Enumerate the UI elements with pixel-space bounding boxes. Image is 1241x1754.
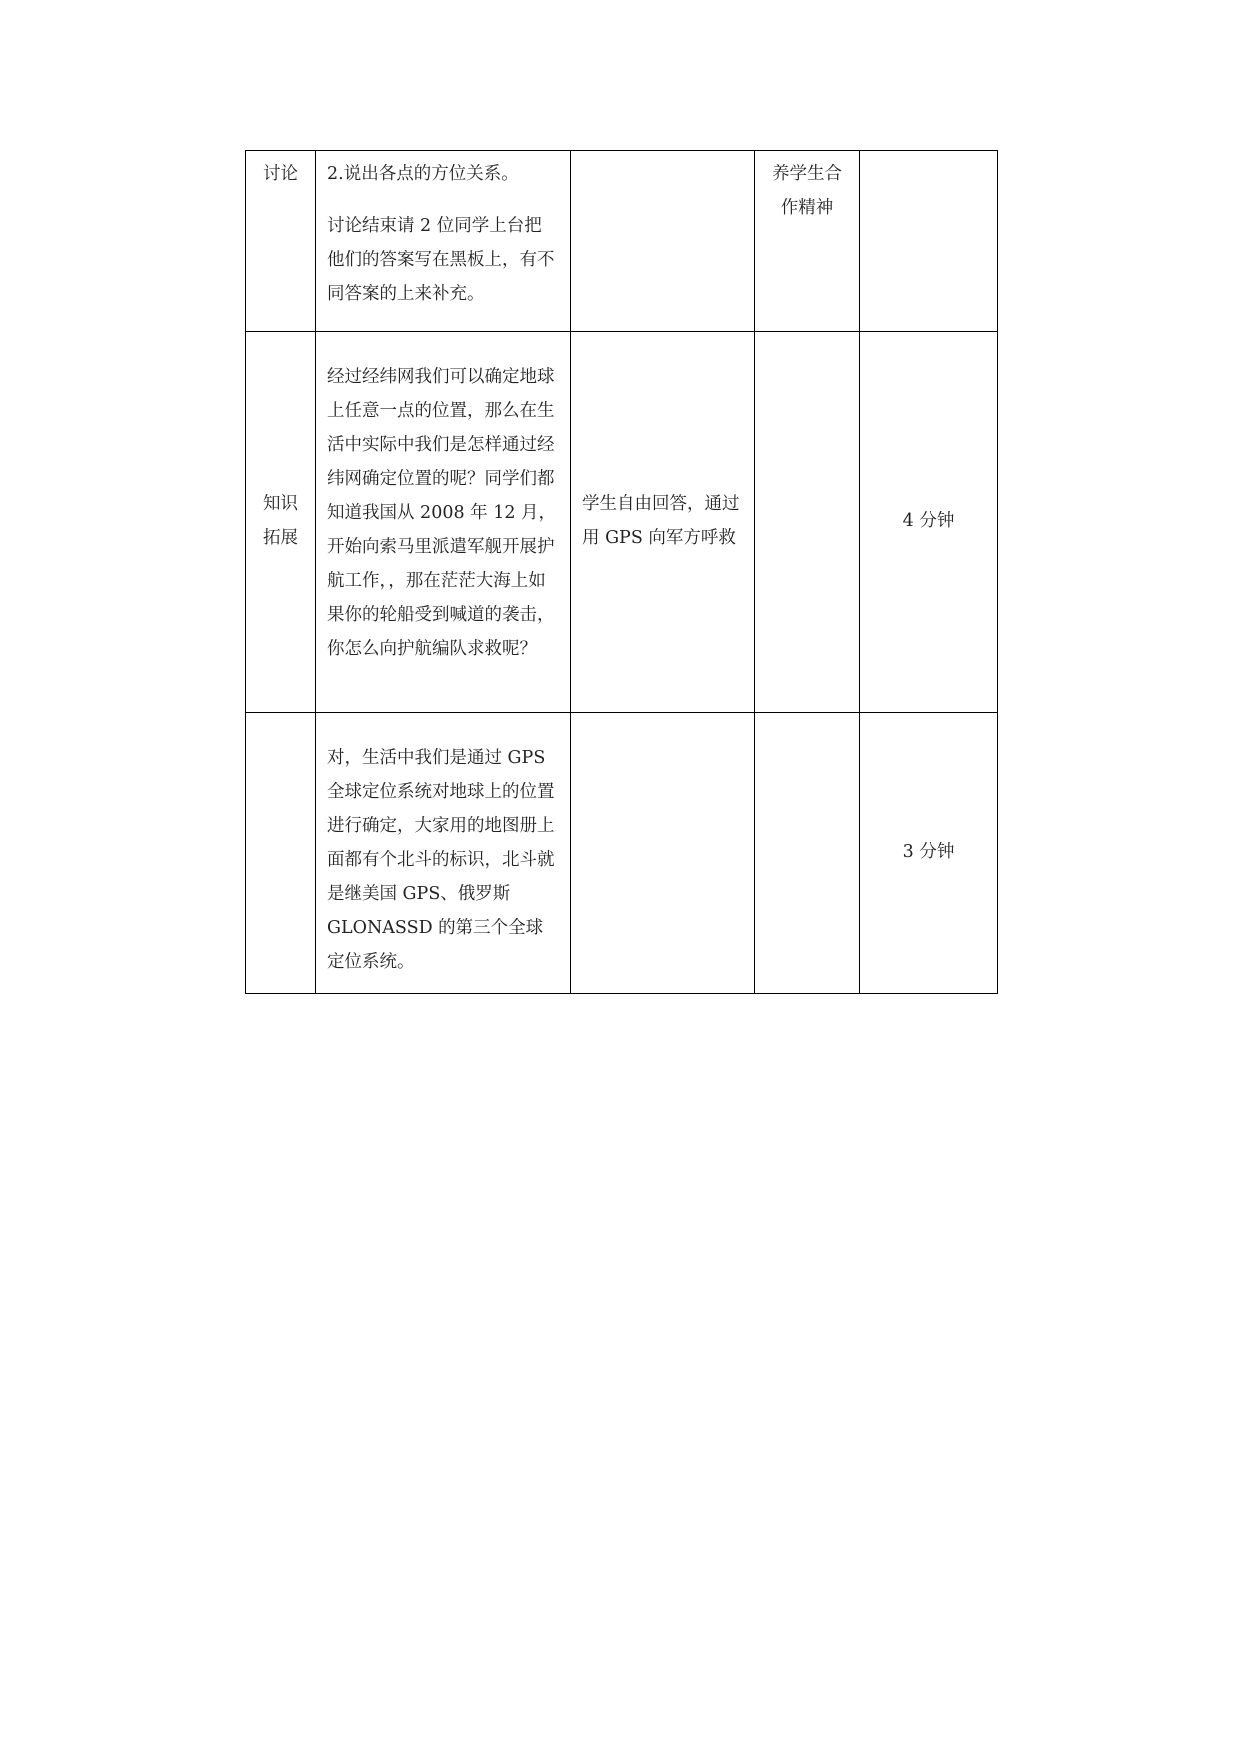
teacher-activity-cell: [316, 713, 571, 994]
time-text: [860, 151, 997, 165]
goal-cell: [755, 332, 860, 713]
student-activity-text: 学生自由回答，通过用 GPS 向军方呼救: [582, 494, 740, 548]
stage-cell: [246, 151, 316, 332]
time-cell: [860, 713, 998, 994]
student-activity-cell: [571, 713, 755, 994]
student-activity-cell: [571, 332, 755, 713]
table-row: [246, 332, 998, 713]
time-text: 3 分钟: [902, 842, 955, 862]
stage-label: 讨论: [263, 164, 298, 184]
goal-cell: [755, 713, 860, 994]
teacher-activity-cell: [316, 332, 571, 713]
goal-text: [755, 332, 859, 346]
teacher-paragraph: 经过经纬网我们可以确定地球上任意一点的位置，那么在生活中实际中我们是怎样通过经纬网确定位置的呢？同学们都知道我国从 2008 年 12 月，开始向索马里派遣军舰开展护航工作，，那在茫茫大海上如果你的轮船受到喊道的袭击，你怎么向护航编队求救呢？: [327, 367, 557, 659]
goal-text: 养学生合作精神: [772, 164, 842, 218]
stage-label: 知识拓展: [263, 494, 298, 548]
time-text: 4 分钟: [902, 511, 955, 531]
teacher-activity-cell: [316, 151, 571, 332]
time-cell: [860, 332, 998, 713]
goal-cell: [755, 151, 860, 332]
lesson-plan-table: [245, 150, 998, 994]
student-activity-text: [571, 713, 754, 727]
goal-text: [755, 713, 859, 727]
table-row: [246, 713, 998, 994]
teacher-paragraph: 2.说出各点的方位关系。: [327, 164, 519, 184]
teacher-paragraph: 对，生活中我们是通过 GPS 全球定位系统对地球上的位置进行确定，大家用的地图册上面都有个北斗的标识，北斗就是继美国 GPS、俄罗斯 GLONASSD 的第三个全球定位系统。: [327, 748, 555, 972]
table-row: [246, 151, 998, 332]
teacher-paragraph: 讨论结束请 2 位同学上台把他们的答案写在黑板上，有不同答案的上来补充。: [327, 216, 555, 304]
stage-label: [246, 713, 315, 727]
time-cell: [860, 151, 998, 332]
stage-cell: [246, 332, 316, 713]
student-activity-cell: [571, 151, 755, 332]
student-activity-text: [571, 151, 754, 165]
stage-cell: [246, 713, 316, 994]
